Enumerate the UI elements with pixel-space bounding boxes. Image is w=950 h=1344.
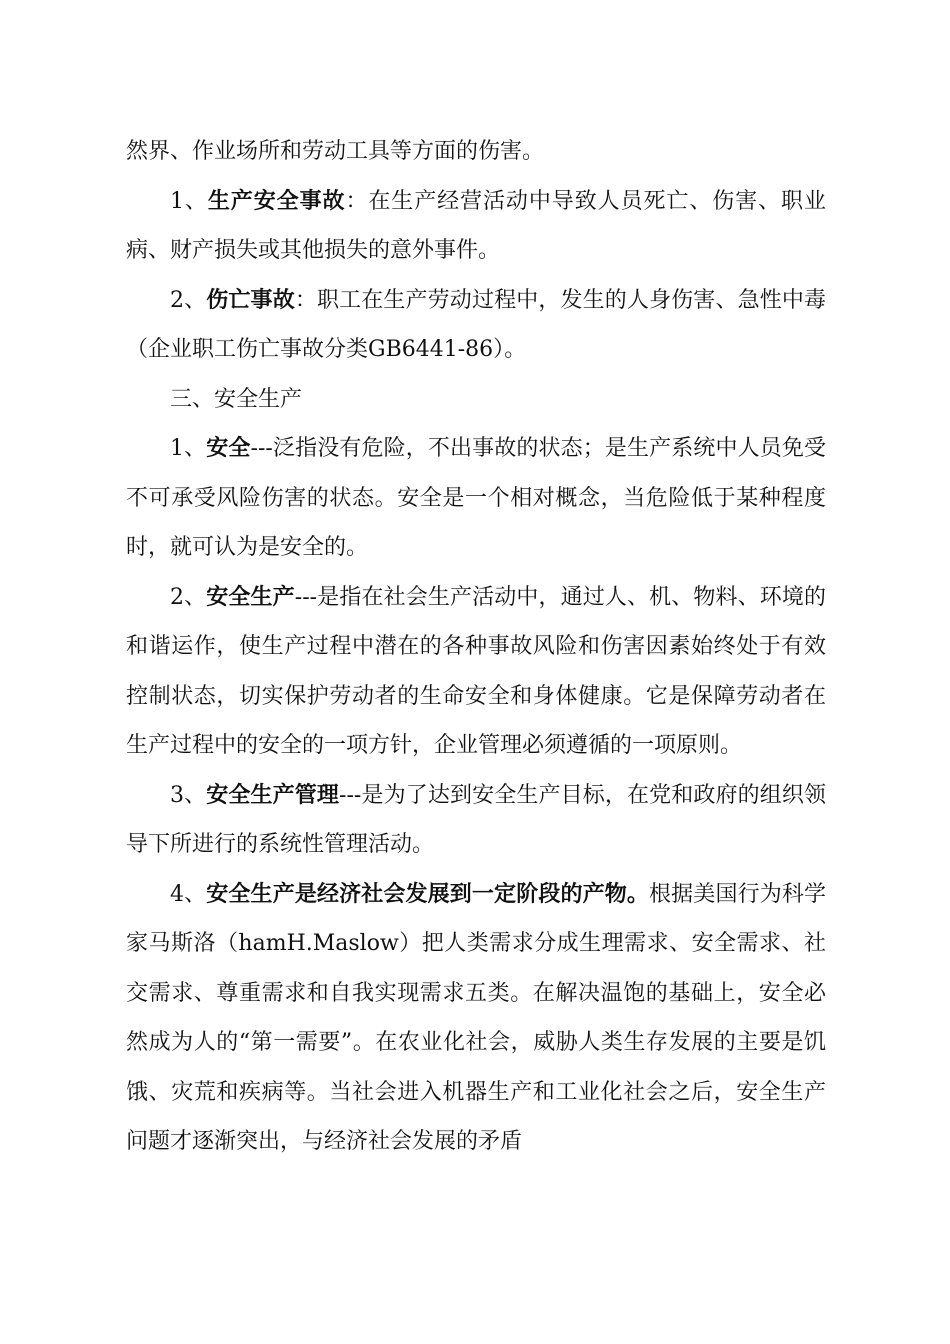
term-heading: 伤亡事故 <box>206 287 295 313</box>
paragraph-safety <box>126 424 826 573</box>
item-number: 1、 <box>170 436 207 461</box>
paragraph-production-safety-accident <box>126 177 826 276</box>
paragraph-text: 根据美国行为科学家马斯洛（hamH.Maslow）把人类需求分成生理需求、安全需求、社交需求、尊重需求和自我实现需求五类。在解决温饱的基础上，安全必然成为人的“第一需要”。在农业化社会，威胁人类生存发展的主要是饥饿、灾荒和疾病等。当社会进入机器生产和工业化社会之后，安全生产问题才逐渐突出，与经济社会发展的矛盾 <box>126 881 826 1154</box>
item-number: 4、 <box>170 881 207 907</box>
paragraph-continuation <box>126 127 826 177</box>
term-heading: 安全生产 <box>206 584 295 610</box>
item-number: 1、 <box>170 188 208 214</box>
paragraph-casualty-accident <box>126 276 826 375</box>
item-number: 2、 <box>170 287 207 313</box>
term-heading: 安全生产是经济社会发展到一定阶段的产物。 <box>206 881 650 907</box>
paragraph-text: ---是指在社会生产活动中，通过人、机、物料、环境的和谐运作，使生产过程中潜在的各种事故风险和伤害因素始终处于有效控制状态，切实保护劳动者的生命安全和身体健康。它是保障劳动者在生产过程中的安全的一项方针，企业管理必须遵循的一项原则。 <box>126 584 826 758</box>
document-body <box>126 127 826 1167</box>
section-heading-text: 三、安全生产 <box>170 386 303 412</box>
paragraph-safety-management <box>126 771 826 870</box>
section-heading-safe-production <box>126 375 826 425</box>
paragraph-text: ---泛指没有危险，不出事故的状态；是生产系统中人员免受不可承受风险伤害的状态。安全是一个相对概念，当危险低于某种程度时，就可认为是安全的。 <box>126 436 826 560</box>
paragraph-text: ---是为了达到安全生产目标，在党和政府的组织领导下所进行的系统性管理活动。 <box>126 782 826 857</box>
term-heading: 生产安全事故 <box>207 188 346 214</box>
paragraph-safe-production <box>126 573 826 771</box>
paragraph-text: 然界、作业场所和劳动工具等方面的伤害。 <box>126 139 545 164</box>
paragraph-text: ：在生产经营活动中导致人员死亡、伤害、职业病、财产损失或其他损失的意外事件。 <box>126 188 826 263</box>
term-heading: 安全生产管理 <box>206 782 340 808</box>
paragraph-development-product <box>126 870 826 1167</box>
item-number: 2、 <box>170 584 207 610</box>
term-heading: 安全 <box>206 436 251 461</box>
item-number: 3、 <box>170 782 207 808</box>
paragraph-text: ：职工在生产劳动过程中，发生的人身伤害、急性中毒（企业职工伤亡事故分类GB6441-86）。 <box>126 287 826 362</box>
